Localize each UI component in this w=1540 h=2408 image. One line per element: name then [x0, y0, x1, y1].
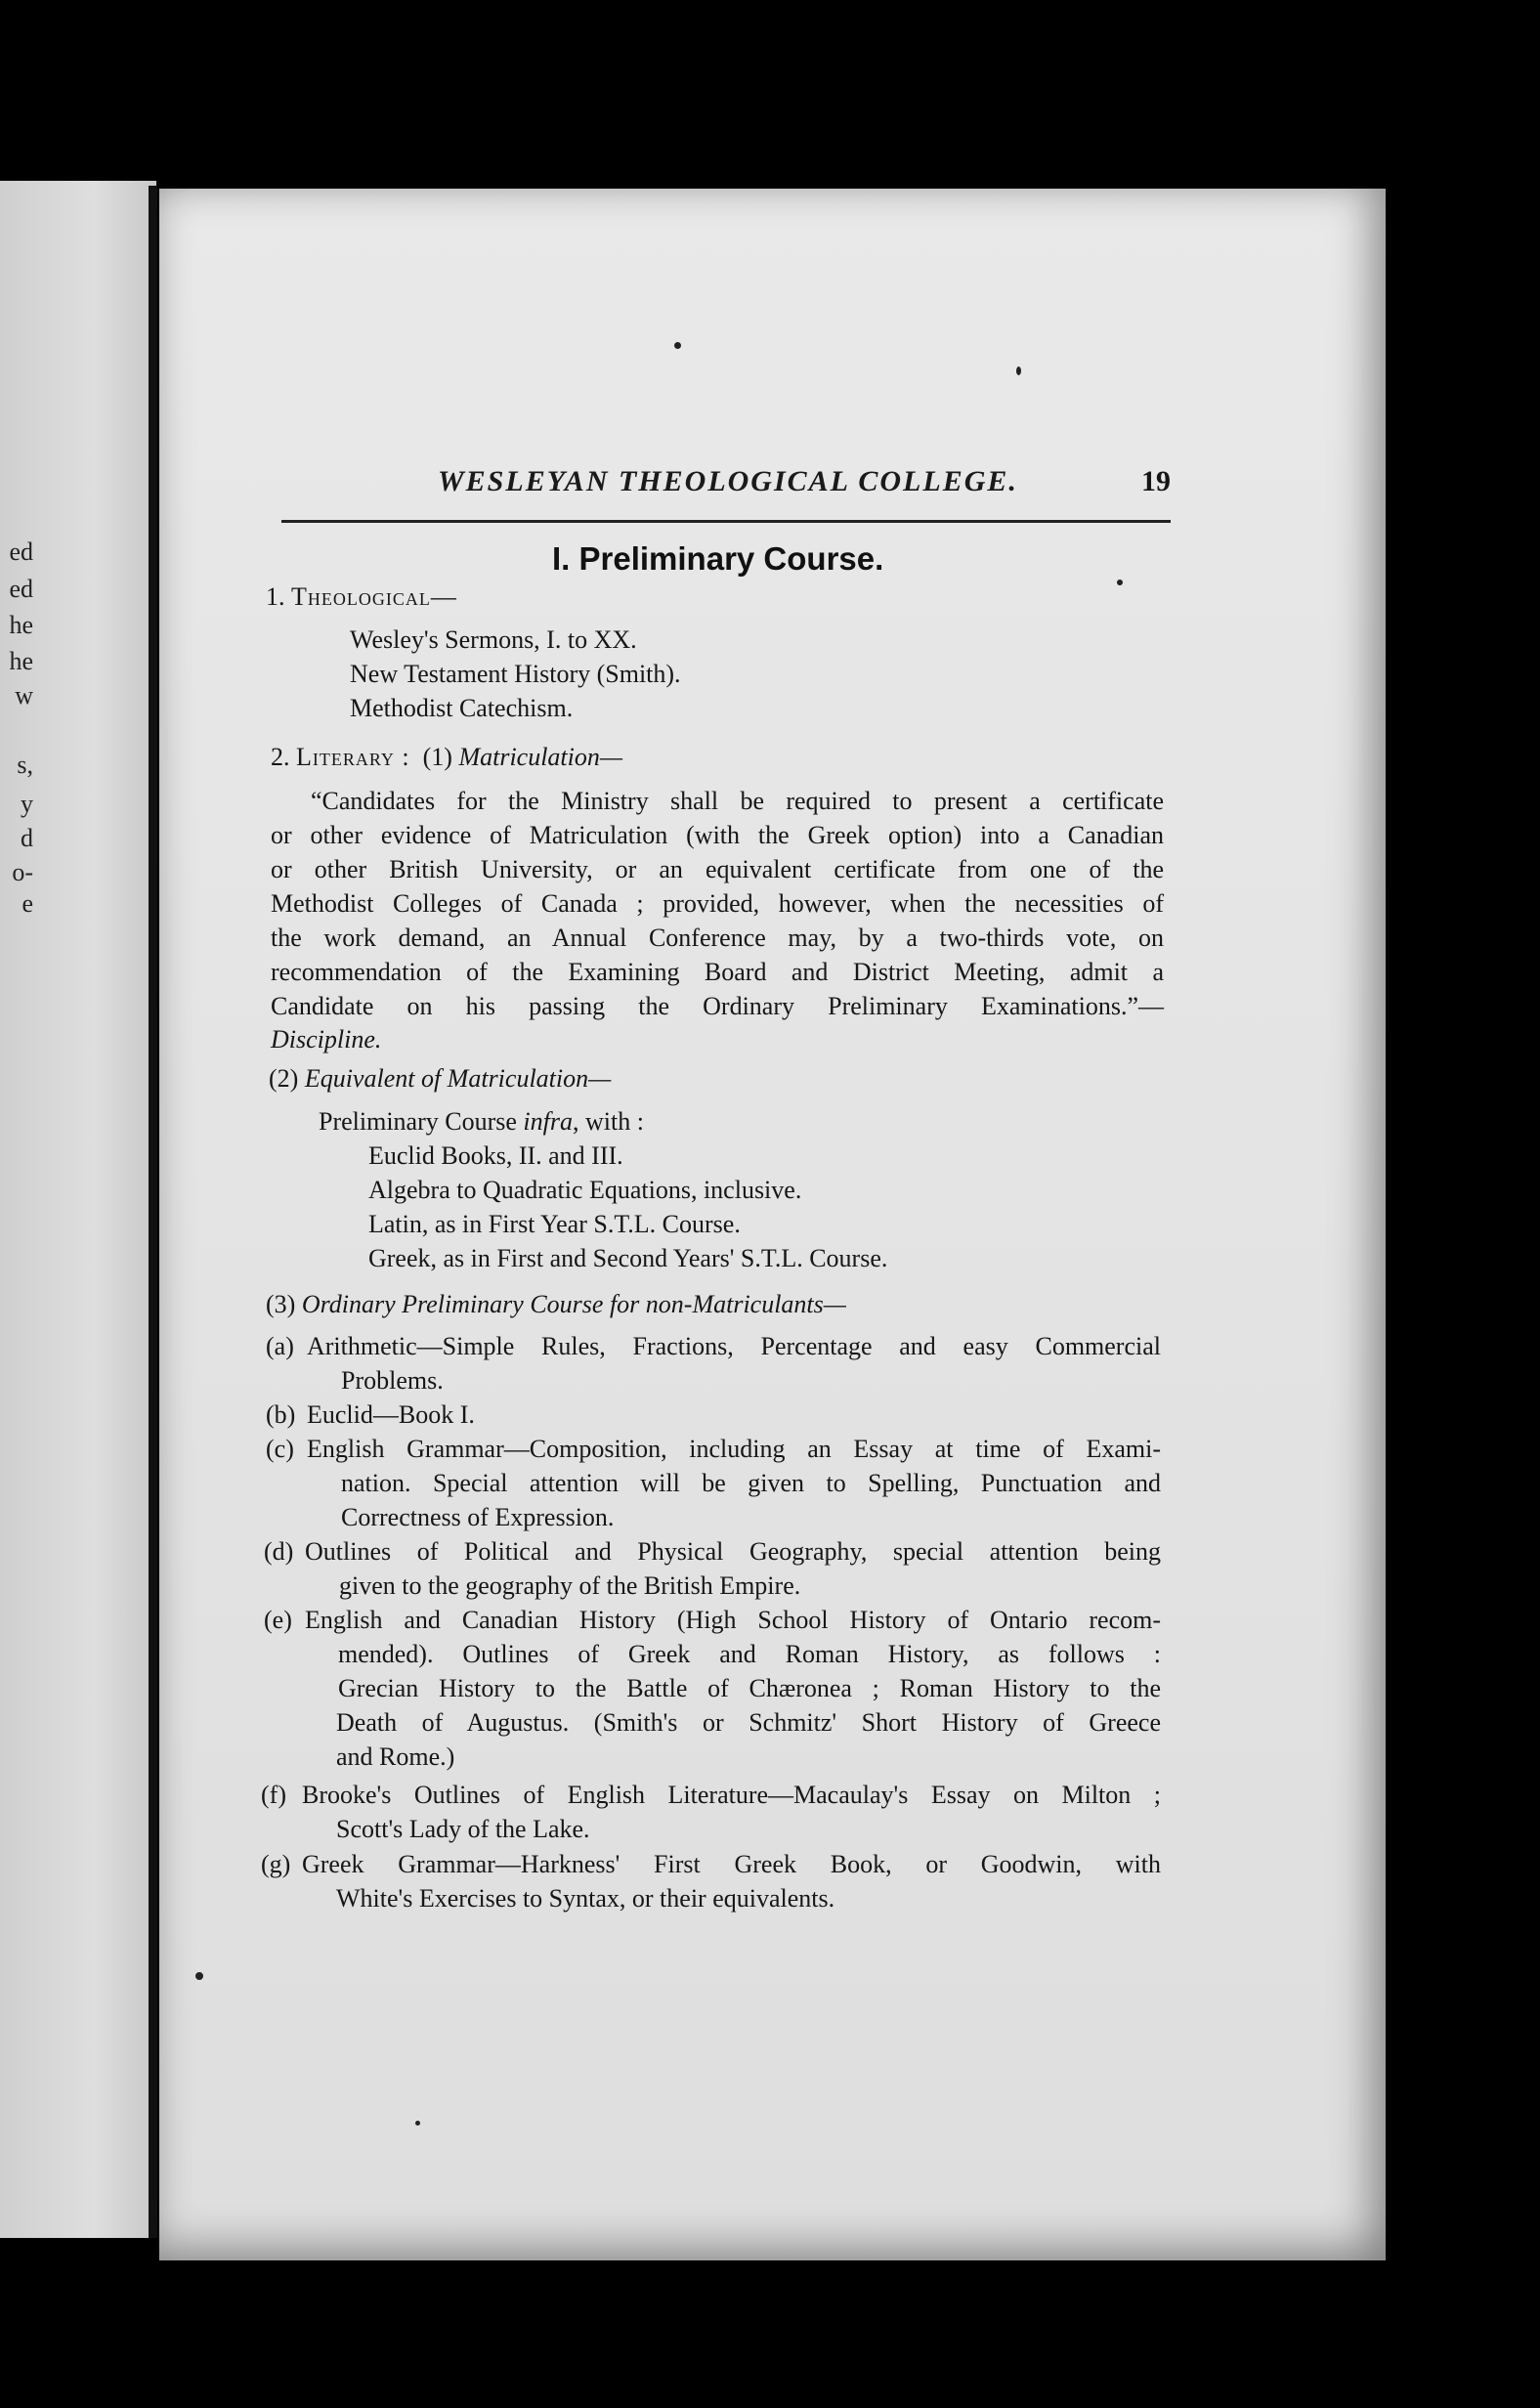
course-item-label: (d): [264, 1537, 294, 1566]
equivalent-item: Greek, as in First and Second Years' S.T.L. Course.: [368, 1244, 888, 1272]
course-item-label: (g): [261, 1850, 291, 1878]
intro-italic: infra: [523, 1107, 573, 1136]
equivalent-item: Algebra to Quadratic Equations, inclusive.: [368, 1176, 802, 1204]
course-item-line: and Rome.): [336, 1742, 455, 1771]
margin-fragment: s,: [17, 751, 33, 779]
sub-number: (3): [266, 1290, 296, 1318]
margin-fragment: d: [21, 824, 33, 852]
margin-fragment: he: [9, 647, 33, 675]
course-item-line: Euclid—Book I.: [307, 1400, 475, 1429]
course-item-line: given to the geography of the British Empire.: [339, 1571, 801, 1600]
quote-line: or other evidence of Matriculation (with the Greek option) into a Canadian: [271, 821, 1164, 849]
quote-source: Discipline.: [271, 1025, 382, 1054]
ink-speck: [195, 1972, 203, 1980]
course-item-line: Correctness of Expression.: [341, 1503, 615, 1531]
heading-label: Theological—: [291, 582, 457, 611]
intro-text-end: , with :: [573, 1107, 644, 1136]
previous-page-edge: [0, 181, 156, 2238]
course-item-line: Problems.: [341, 1366, 444, 1395]
course-item-line: Grecian History to the Battle of Chæronea ; Roman History to the: [338, 1674, 1161, 1702]
course-item-line: Brooke's Outlines of English Literature—Macaulay's Essay on Milton ;: [302, 1781, 1161, 1809]
intro-text: Preliminary Course: [319, 1107, 517, 1136]
page-number: 19: [1141, 465, 1171, 497]
ink-speck: [674, 342, 681, 349]
margin-fragment: e: [21, 889, 33, 918]
equivalent-heading: [269, 1064, 611, 1094]
heading-label: Literary :: [296, 743, 410, 771]
section-title: I. Preliminary Course.: [552, 540, 884, 577]
sub-title: Matriculation—: [458, 743, 622, 771]
course-item-line: nation. Special attention will be given to Spelling, Punctuation and: [341, 1469, 1161, 1497]
course-item-line: English Grammar—Composition, including an Essay at time of Exami-: [307, 1435, 1161, 1463]
course-item-label: (a): [266, 1332, 294, 1360]
literary-heading: [271, 743, 622, 772]
quote-line: Methodist Colleges of Canada ; provided, however, when the necessities of: [271, 889, 1164, 918]
course-item-line: English and Canadian History (High School History of Ontario recom-: [305, 1606, 1161, 1634]
binding-gutter-line: [149, 186, 157, 2238]
running-header: [281, 465, 1171, 523]
course-item-line: Arithmetic—Simple Rules, Fractions, Percentage and easy Commercial: [307, 1332, 1161, 1360]
margin-fragment: o-: [12, 858, 33, 886]
course-item-line: Outlines of Political and Physical Geography, special attention being: [305, 1537, 1161, 1566]
equivalent-item: Latin, as in First Year S.T.L. Course.: [368, 1210, 741, 1238]
margin-fragment: ed: [9, 538, 33, 566]
course-item-line: Death of Augustus. (Smith's or Schmitz' Short History of Greece: [336, 1708, 1161, 1737]
sub-title: Equivalent of Matriculation—: [304, 1064, 612, 1093]
quote-line: Candidate on his passing the Ordinary Preliminary Examinations.”—: [271, 992, 1164, 1020]
quote-line: the work demand, an Annual Conference may, by a two-thirds vote, on: [271, 924, 1164, 952]
quote-line: recommendation of the Examining Board and District Meeting, admit a: [271, 958, 1164, 986]
ordinary-course-heading: [266, 1290, 846, 1319]
ink-speck: [415, 2121, 420, 2126]
theological-item: Methodist Catechism.: [350, 694, 574, 722]
margin-fragment: he: [9, 611, 33, 639]
item-number: 2.: [271, 743, 290, 771]
item-number: 1.: [266, 582, 285, 611]
course-item-line: White's Exercises to Syntax, or their equivalents.: [336, 1884, 835, 1913]
quote-line: or other British University, or an equivalent certificate from one of the: [271, 855, 1164, 883]
theological-heading: [266, 582, 457, 612]
margin-fragment: y: [21, 790, 33, 818]
theological-item: New Testament History (Smith).: [350, 660, 681, 688]
margin-fragment: ed: [9, 575, 33, 603]
equivalent-item: Euclid Books, II. and III.: [368, 1141, 623, 1170]
sub-number: (1): [422, 743, 452, 771]
course-item-label: (f): [261, 1781, 286, 1809]
course-item-line: Scott's Lady of the Lake.: [336, 1815, 590, 1843]
course-item-line: Greek Grammar—Harkness' First Greek Book, or Goodwin, with: [302, 1850, 1161, 1878]
course-item-line: mended). Outlines of Greek and Roman History, as follows :: [338, 1640, 1161, 1668]
running-head-title: WESLEYAN THEOLOGICAL COLLEGE.: [438, 465, 1018, 497]
theological-item: Wesley's Sermons, I. to XX.: [350, 625, 637, 654]
ink-speck: [1117, 580, 1123, 585]
sub-number: (2): [269, 1064, 299, 1093]
course-item-label: (b): [266, 1400, 296, 1429]
course-item-label: (e): [264, 1606, 292, 1634]
sub-title: Ordinary Preliminary Course for non-Matriculants—: [301, 1290, 846, 1318]
course-item-label: (c): [266, 1435, 294, 1463]
ink-speck: [1016, 366, 1021, 375]
equivalent-intro: [319, 1107, 644, 1137]
quote-line: “Candidates for the Ministry shall be required to present a certificate: [311, 787, 1164, 815]
margin-fragment: w: [15, 681, 33, 710]
